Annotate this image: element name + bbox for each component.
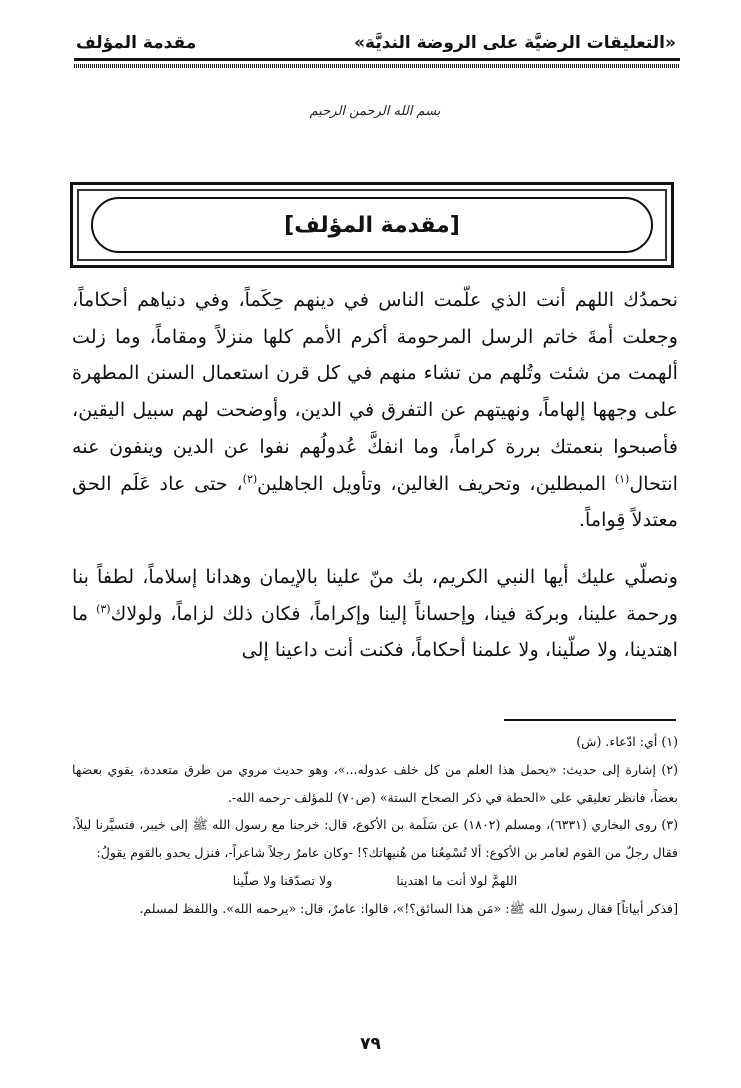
header-dotted-rule: [74, 64, 680, 68]
header-book-title: «التعليقات الرضيَّة على الروضة النديَّة»: [354, 33, 676, 53]
paragraph-2: [72, 559, 678, 669]
footnote-ref-3: (٣): [96, 602, 111, 616]
title-frame: [70, 182, 674, 268]
footnote-2: (٢) إشارة إلى حديث: «يحمل هذا العلم من كل خلف عدوله...»، وهو حديث مروي من طرق متعددة، يقوي بعضها بعضاً، فانظر تعليقي على «الحطة في ذكر الصحاح الستة» (ص٧٠) للمؤلف -رحمه الله-.: [72, 761, 678, 805]
paragraph-1-part-b: المبطلين، وتحريف الغالين، وتأويل الجاهلين: [257, 471, 615, 495]
header-section-title: مقدمة المؤلف: [76, 33, 197, 53]
footnote-3: (٣) روى البخاري (٦٣٣١)، ومسلم (١٨٠٢) عن سَلَمة بن الأكوع، قال: خرجنا مع رسول الله ﷺ إلى خيبر، فتسيَّرنا ليلاً، فقال رجلٌ من القوم لعامر بن الأكوع: ألا تُسْمِعُنا من هُنيهاتك؟! -وكان عامرٌ رجلاً شاعراً-، فنزل يحدو بالقوم يقولُ:: [72, 817, 678, 861]
verse-first-hemistich: اللهمَّ لولا أنت ما اهتدينا: [396, 872, 518, 888]
running-header: [76, 30, 676, 56]
basmala: بسم الله الرحمن الرحيم: [309, 104, 441, 119]
footnote-ref-2: (٢): [242, 472, 258, 486]
footnote-3-continued: [فذكر أبياتاً] فقال رسول الله ﷺ: «مَن هذا السائق؟!»، قالوا: عامرٌ، قال: «يرحمه الله». واللفظ لمسلم.: [139, 900, 678, 916]
header-rule: [74, 58, 680, 61]
verse-second-hemistich: ولا تصدّقنا ولا صلّينا: [232, 872, 333, 888]
body-text: [72, 282, 678, 669]
paragraph-1-part-c: ، حتى عاد عَلَم الحق معتدلاً قِواماً.: [72, 471, 678, 532]
footnote-verse: [72, 867, 678, 895]
paragraph-1: [72, 282, 678, 539]
paragraph-2-part-a: ونصلّي عليك أيها النبي الكريم، بك منّ علينا بالإيمان وهدانا إسلاماً، لطفاً بنا ورحمة علينا، وبركة فينا، وإحساناً إلينا وإكراماً، فكان ذلك لزاماً، ولولاك: [72, 564, 678, 625]
page-number: ٧٩: [360, 1034, 381, 1054]
footnote-1: (١) أي: ادّعاء. (ش): [576, 734, 678, 749]
footnotes: [72, 728, 678, 923]
title-inner-frame: [91, 197, 653, 253]
paragraph-2-part-b: ما اهتدينا، ولا صلّينا، ولا علمنا أحكاماً، فكنت أنت داعينا إلى: [72, 601, 678, 662]
footnote-separator: [504, 719, 676, 721]
footnote-ref-1: (١): [614, 472, 630, 486]
paragraph-1-part-a: نحمدُك اللهم أنت الذي علّمت الناس في دينهم حِكَماً، وفي دنياهم أحكاماً، وجعلت أمةَ خاتم الرسل المرحومة أكرم الأمم كلها منزلاً ومقاماً، وما زلت ألهمت من شئت وتُلهم من تشاء منهم في كل قرن استعمال السنن المطهرة على وجهها إلهاماً، ونهيتهم عن التفرق في الدين، وأوضحت لهم سبيل اليقين، فأصبحوا بنعمتك بررة كراماً، وما انفكَّ عُدولُهم نفوا عن الدين وينفون عنه انتحال: [72, 288, 678, 495]
section-heading: [مقدمة المؤلف]: [284, 212, 460, 238]
